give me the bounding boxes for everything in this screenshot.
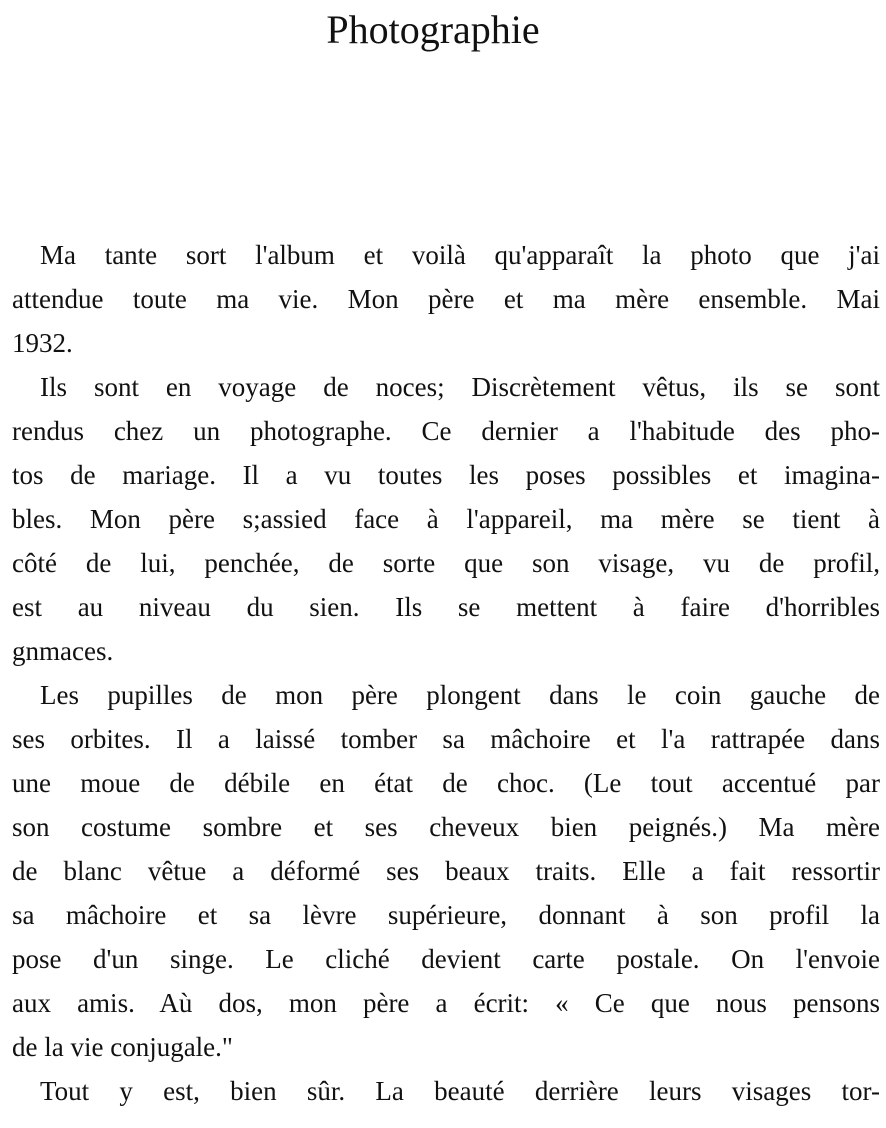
text-line: côté de lui, penchée, de sorte que son visage, vu de profil, (12, 548, 880, 578)
paragraph (12, 365, 880, 673)
paragraph (12, 233, 880, 365)
text-line: Les pupilles de mon père plongent dans le coin gauche de (40, 680, 880, 710)
paragraph (12, 1069, 880, 1113)
body-text (12, 233, 880, 1113)
text-line: rendus chez un photographe. Ce dernier a l'habitude des pho- (12, 416, 880, 446)
text-line: Ma tante sort l'album et voilà qu'apparaît la photo que j'ai (40, 240, 880, 270)
text-line: de la vie conjugale." (12, 1032, 233, 1062)
text-line: 1932. (12, 328, 73, 358)
text-line: aux amis. Aù dos, mon père a écrit: « Ce que nous pensons (12, 988, 880, 1018)
text-line: de blanc vêtue a déformé ses beaux traits. Elle a fait ressortir (12, 856, 880, 886)
text-line: est au niveau du sien. Ils se mettent à faire d'horribles (12, 592, 880, 622)
text-line: une moue de débile en état de choc. (Le tout accentué par (12, 768, 880, 798)
text-line: attendue toute ma vie. Mon père et ma mère ensemble. Mai (12, 284, 880, 314)
text-line: tos de mariage. Il a vu toutes les poses possibles et imagina- (12, 460, 880, 490)
text-line: gnmaces. (12, 636, 114, 666)
page-title: Photographie (326, 7, 540, 52)
paragraph (12, 673, 880, 1069)
text-line: bles. Mon père s;assied face à l'appareil, ma mère se tient à (12, 504, 880, 534)
text-line: sa mâchoire et sa lèvre supérieure, donnant à son profil la (12, 900, 880, 930)
text-line: pose d'un singe. Le cliché devient carte postale. On l'envoie (12, 944, 880, 974)
text-line: ses orbites. Il a laissé tomber sa mâchoire et l'a rattrapée dans (12, 724, 880, 754)
text-line: Ils sont en voyage de noces; Discrètement vêtus, ils se sont (40, 372, 880, 402)
text-line: son costume sombre et ses cheveux bien peignés.) Ma mère (12, 812, 880, 842)
text-line: Tout y est, bien sûr. La beauté derrière leurs visages tor- (40, 1076, 880, 1106)
